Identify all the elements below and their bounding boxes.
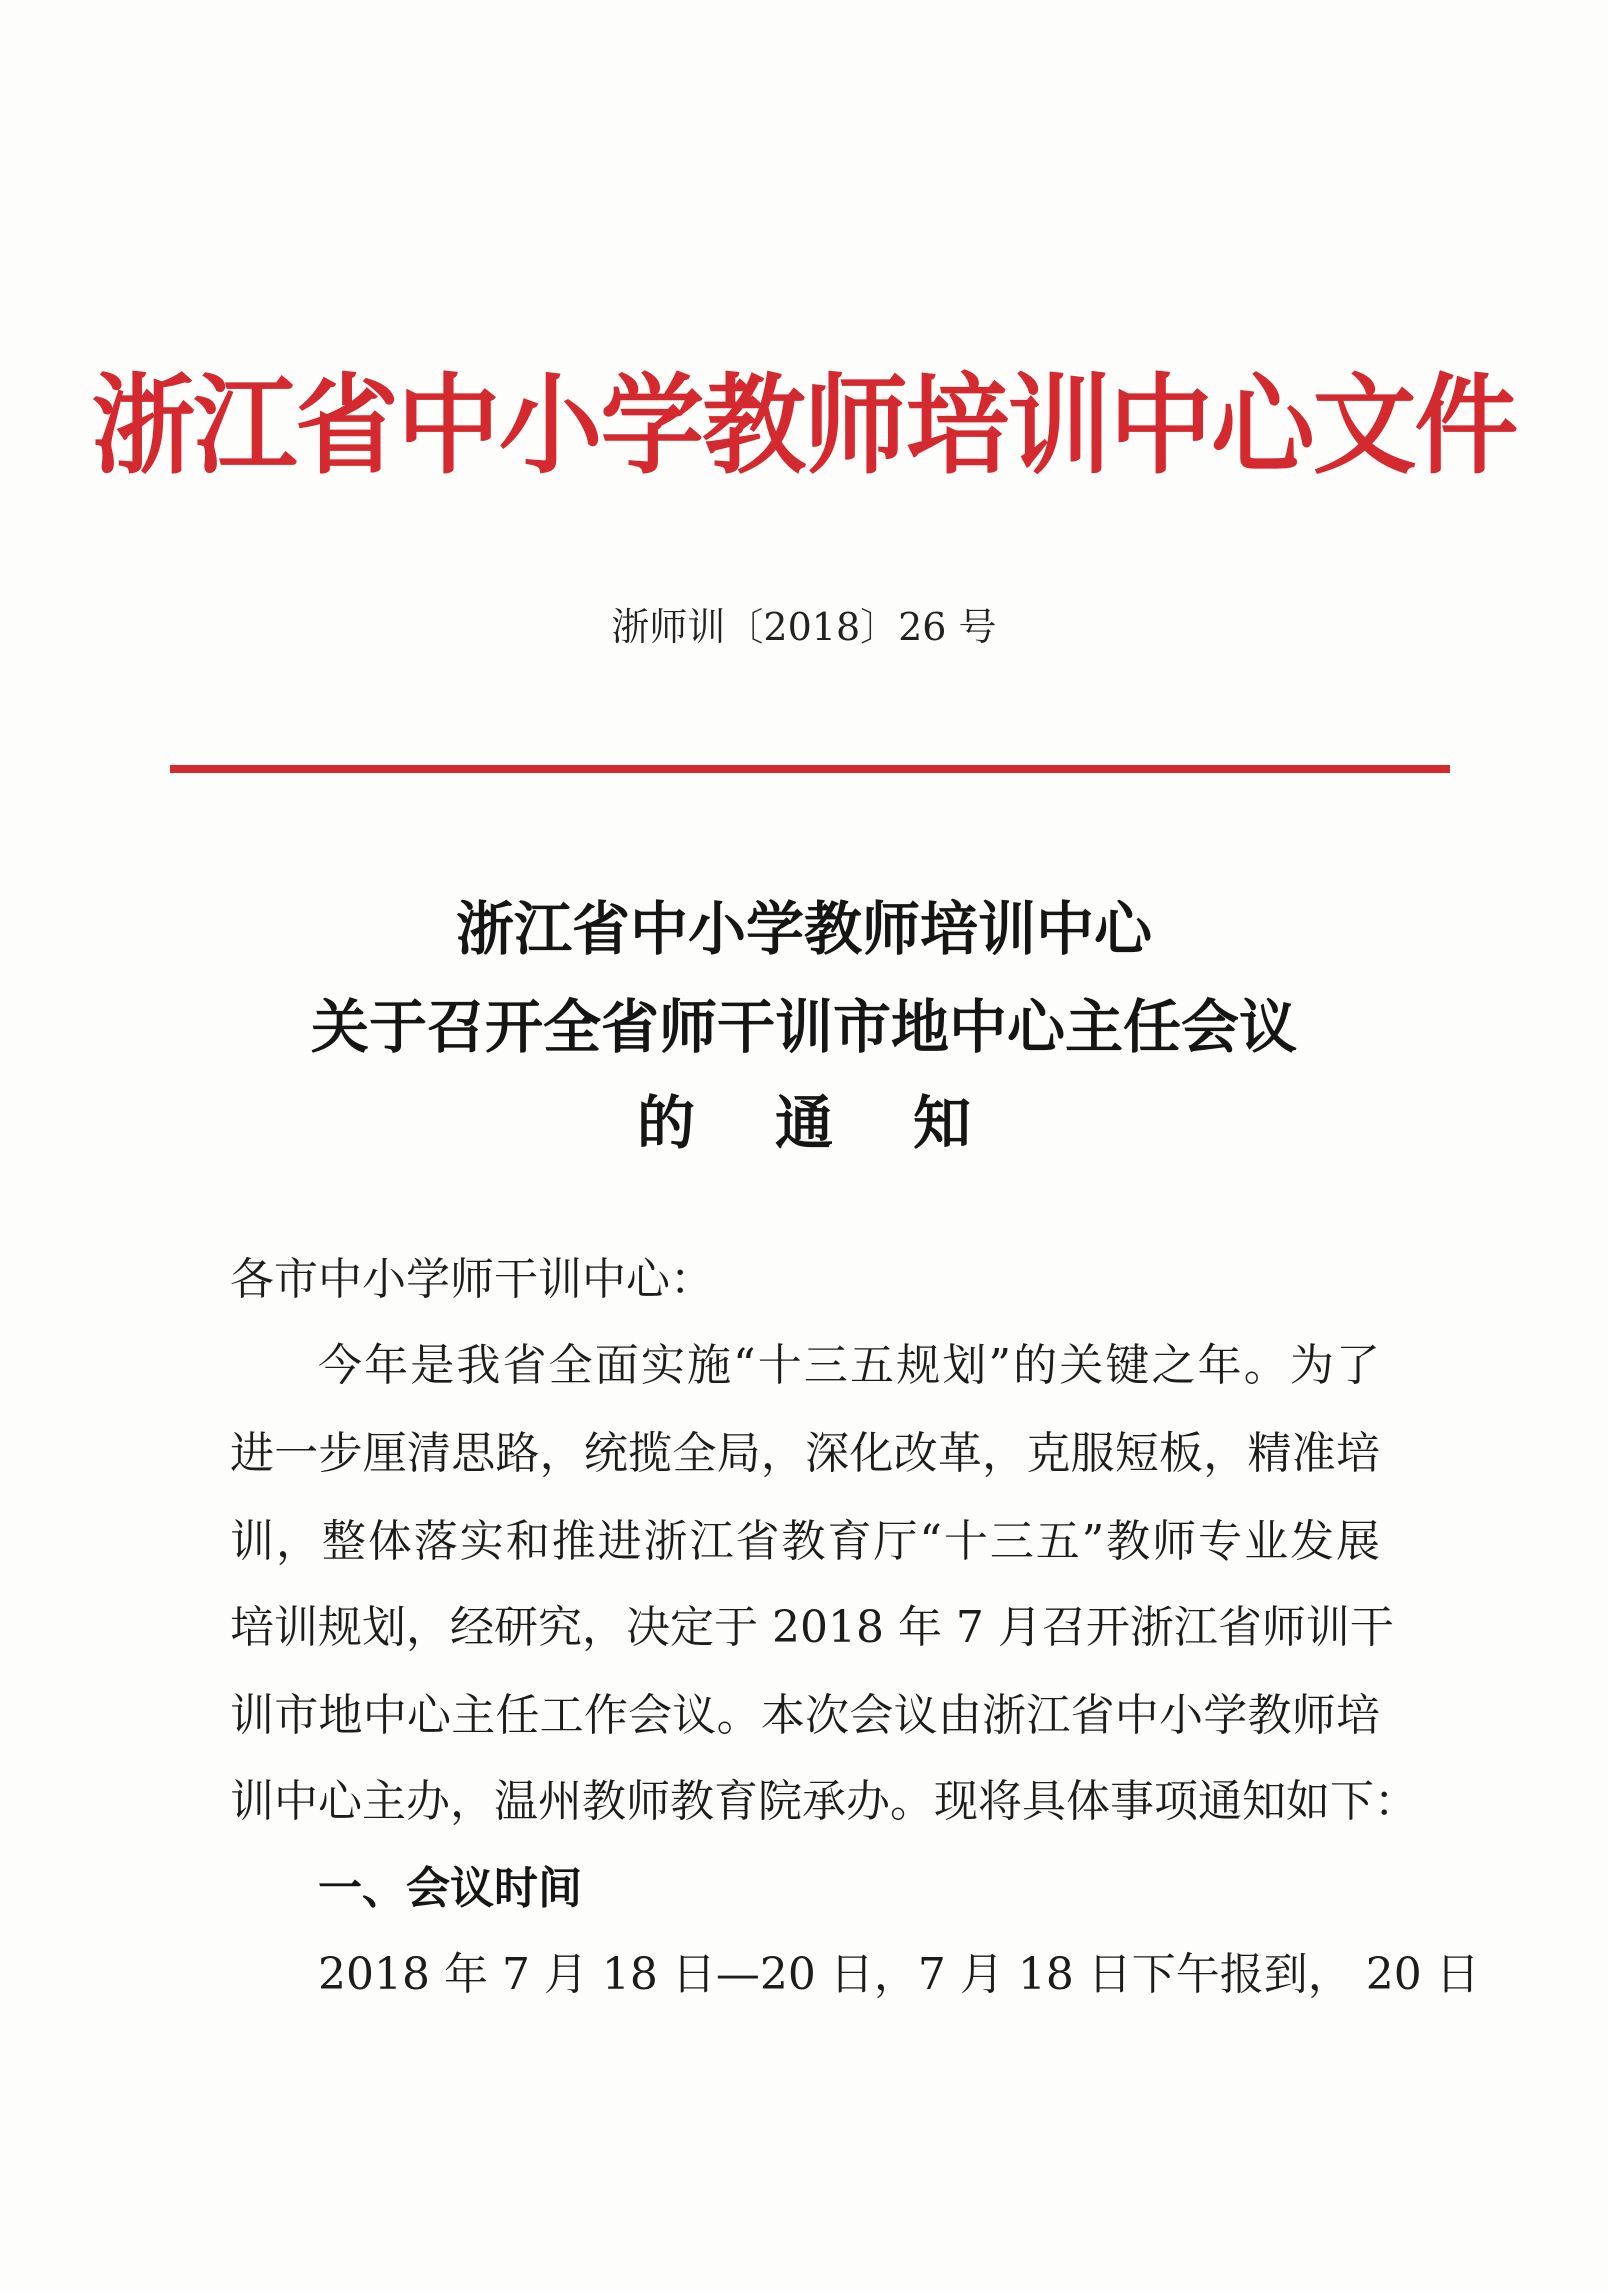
notice-title-line-1: 浙江省中小学教师培训中心 <box>455 895 1152 963</box>
document-number: 浙师训〔2018〕26 号 <box>611 605 997 649</box>
notice-title-char: 通 <box>774 1089 833 1157</box>
body-line: 2018 年 7 月 18 日—20 日，7 月 18 日下午报到， 20 日 <box>318 1949 1480 2000</box>
red-separator-rule <box>170 765 1450 773</box>
section-heading: 一、会议时间 <box>318 1863 582 1914</box>
salutation: 各市中小学师干训中心： <box>230 1254 714 1305</box>
notice-title-line-3 <box>0 1089 1608 1157</box>
body-line: 训，整体落实和推进浙江省教育厅“十三五”教师专业发展 <box>230 1516 1380 1567</box>
body-line: 训市地中心主任工作会议。本次会议由浙江省中小学教师培 <box>230 1690 1380 1741</box>
notice-title-line-2: 关于召开全省师干训市地中心主任会议 <box>310 993 1297 1061</box>
body-line: 训中心主办，温州教师教育院承办。现将具体事项通知如下： <box>230 1776 1418 1827</box>
body-line: 进一步厘清思路，统揽全局，深化改革，克服短板，精准培 <box>230 1428 1380 1479</box>
notice-title-char: 知 <box>913 1089 972 1157</box>
issuer-header: 浙江省中小学教师培训中心文件 <box>91 363 1517 489</box>
notice-title-char: 的 <box>636 1089 695 1157</box>
body-line: 培训规划，经研究，决定于 2018 年 7 月召开浙江省师训干 <box>230 1602 1394 1653</box>
body-line: 今年是我省全面实施“十三五规划”的关键之年。为了 <box>318 1340 1380 1391</box>
